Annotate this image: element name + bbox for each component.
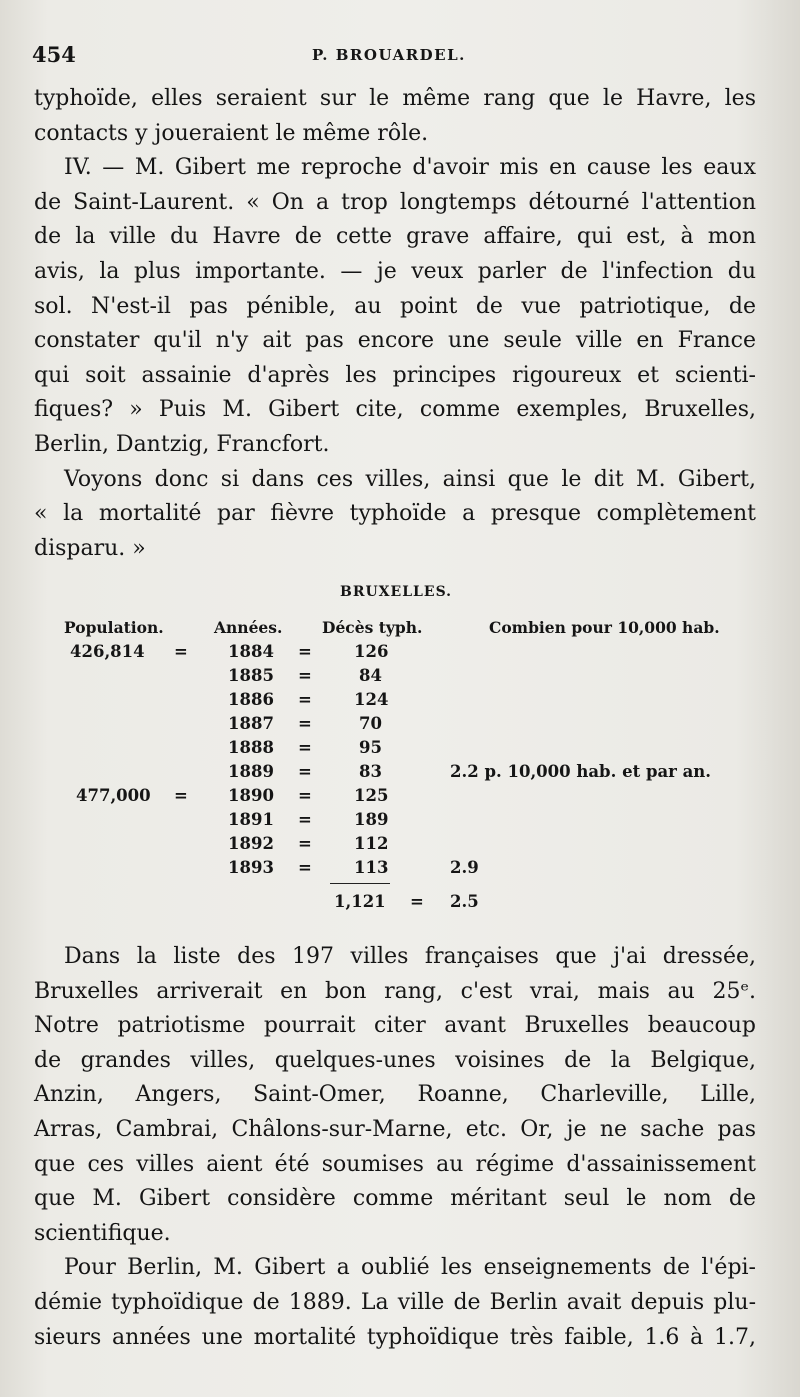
text-line: avis, la plus importante. — je veux parler de l'infection du	[34, 258, 756, 284]
table-cell-equals: =	[298, 714, 312, 733]
text-line: que ces villes aient été soumises au régime d'assainissement	[34, 1151, 756, 1177]
text-line: Berlin, Dantzig, Francfort.	[34, 431, 330, 457]
table-total-rate: 2.5	[450, 892, 479, 911]
text-block-upper	[34, 82, 756, 566]
table-cell-deaths: 124	[354, 690, 389, 709]
text-line: démie typhoïdique de 1889. La ville de Berlin avait depuis plu-	[34, 1289, 756, 1315]
text-line: constater qu'il n'y ait pas encore une seule ville en France	[34, 328, 756, 354]
table-cell-deaths: 189	[354, 810, 389, 829]
column-header-population: Population.	[64, 618, 164, 637]
text-line: Anzin, Angers, Saint-Omer, Roanne, Charleville, Lille,	[34, 1082, 756, 1108]
text-line: typhoïde, elles seraient sur le même rang que le Havre, les	[34, 86, 756, 111]
text-line: sol. N'est-il pas pénible, au point de vue patriotique, de	[34, 293, 756, 319]
text-block-lower	[34, 940, 756, 1355]
table-cell-equals: =	[298, 834, 312, 853]
table-cell-population: 426,814	[70, 642, 145, 661]
table-title: BRUXELLES.	[340, 584, 453, 600]
table-cell-equals: =	[298, 642, 312, 661]
text-line: IV. — M. Gibert me reproche d'avoir mis en cause les eaux	[64, 155, 756, 181]
table-cell-rate: 2.9	[450, 858, 479, 877]
page-header	[30, 42, 770, 72]
column-header-rate: Combien pour 10,000 hab.	[489, 618, 720, 637]
sum-rule	[330, 883, 390, 884]
text-line: Pour Berlin, M. Gibert a oublié les enseignements de l'épi-	[64, 1255, 756, 1281]
table-cell-year: 1887	[228, 714, 274, 733]
table-cell-equals: =	[174, 786, 188, 805]
table-cell-equals: =	[298, 786, 312, 805]
table-cell-year: 1893	[228, 858, 274, 877]
text-line: de la ville du Havre de cette grave affaire, qui est, à mon	[34, 224, 756, 250]
column-header-years: Années.	[214, 618, 283, 637]
page-number: 454	[32, 42, 76, 67]
table-cell-deaths: 126	[354, 642, 389, 661]
table-cell-year: 1890	[228, 786, 274, 805]
table-cell-year: 1891	[228, 810, 274, 829]
text-line: de Saint-Laurent. « On a trop longtemps détourné l'attention	[34, 189, 756, 215]
text-line: fiques? » Puis M. Gibert cite, comme exemples, Bruxelles,	[34, 397, 756, 423]
text-line: Notre patriotisme pourrait citer avant Bruxelles beaucoup	[34, 1013, 756, 1039]
table-cell-equals: =	[174, 642, 188, 661]
text-line: « la mortalité par fièvre typhoïde a presque complètement	[34, 501, 756, 527]
table-cell-equals: =	[298, 738, 312, 757]
text-line: de grandes villes, quelques-unes voisines de la Belgique,	[34, 1047, 756, 1073]
text-line: contacts y joueraient le même rôle.	[34, 120, 429, 146]
table-cell-equals: =	[298, 810, 312, 829]
text-line: Voyons donc si dans ces villes, ainsi que le dit M. Gibert,	[64, 466, 756, 492]
table-cell-deaths: 113	[354, 858, 389, 877]
table-cell-deaths: 70	[359, 714, 382, 733]
table-cell-deaths: 83	[359, 762, 382, 781]
table-cell-year: 1884	[228, 642, 274, 661]
table-cell-deaths: 125	[354, 786, 389, 805]
text-line: Dans la liste des 197 villes françaises que j'ai dressée,	[64, 944, 756, 969]
table-cell-year: 1889	[228, 762, 274, 781]
table-cell-deaths: 112	[354, 834, 389, 853]
text-line: Arras, Cambrai, Châlons-sur-Marne, etc. Or, je ne sache pas	[34, 1116, 756, 1142]
table-cell-year: 1886	[228, 690, 274, 709]
text-line: sieurs années une mortalité typhoïdique très faible, 1.6 à 1.7,	[34, 1324, 756, 1350]
table-cell-equals: =	[298, 690, 312, 709]
table-cell-population: 477,000	[76, 786, 151, 805]
table-cell-equals: =	[298, 666, 312, 685]
running-head: P. BROUARDEL.	[312, 46, 466, 64]
text-line: que M. Gibert considère comme méritant seul le nom de	[34, 1186, 756, 1212]
text-line: Bruxelles arriverait en bon rang, c'est vrai, mais au 25ᵉ.	[34, 978, 756, 1004]
bruxelles-mortality-table	[34, 578, 756, 918]
column-header-deaths: Décès typh.	[322, 618, 423, 637]
table-cell-year: 1885	[228, 666, 274, 685]
table-cell-deaths: 84	[359, 666, 382, 685]
table-total-deaths: 1,121	[334, 892, 386, 911]
table-cell-deaths: 95	[359, 738, 382, 757]
table-total-equals: =	[410, 892, 424, 911]
table-cell-rate: 2.2 p. 10,000 hab. et par an.	[450, 762, 712, 781]
table-cell-equals: =	[298, 858, 312, 877]
table-cell-equals: =	[298, 762, 312, 781]
text-line: scientifique.	[34, 1220, 171, 1246]
table-cell-year: 1888	[228, 738, 274, 757]
text-line: disparu. »	[34, 535, 146, 561]
table-cell-year: 1892	[228, 834, 274, 853]
text-line: qui soit assainie d'après les principes rigoureux et scienti-	[34, 362, 756, 388]
